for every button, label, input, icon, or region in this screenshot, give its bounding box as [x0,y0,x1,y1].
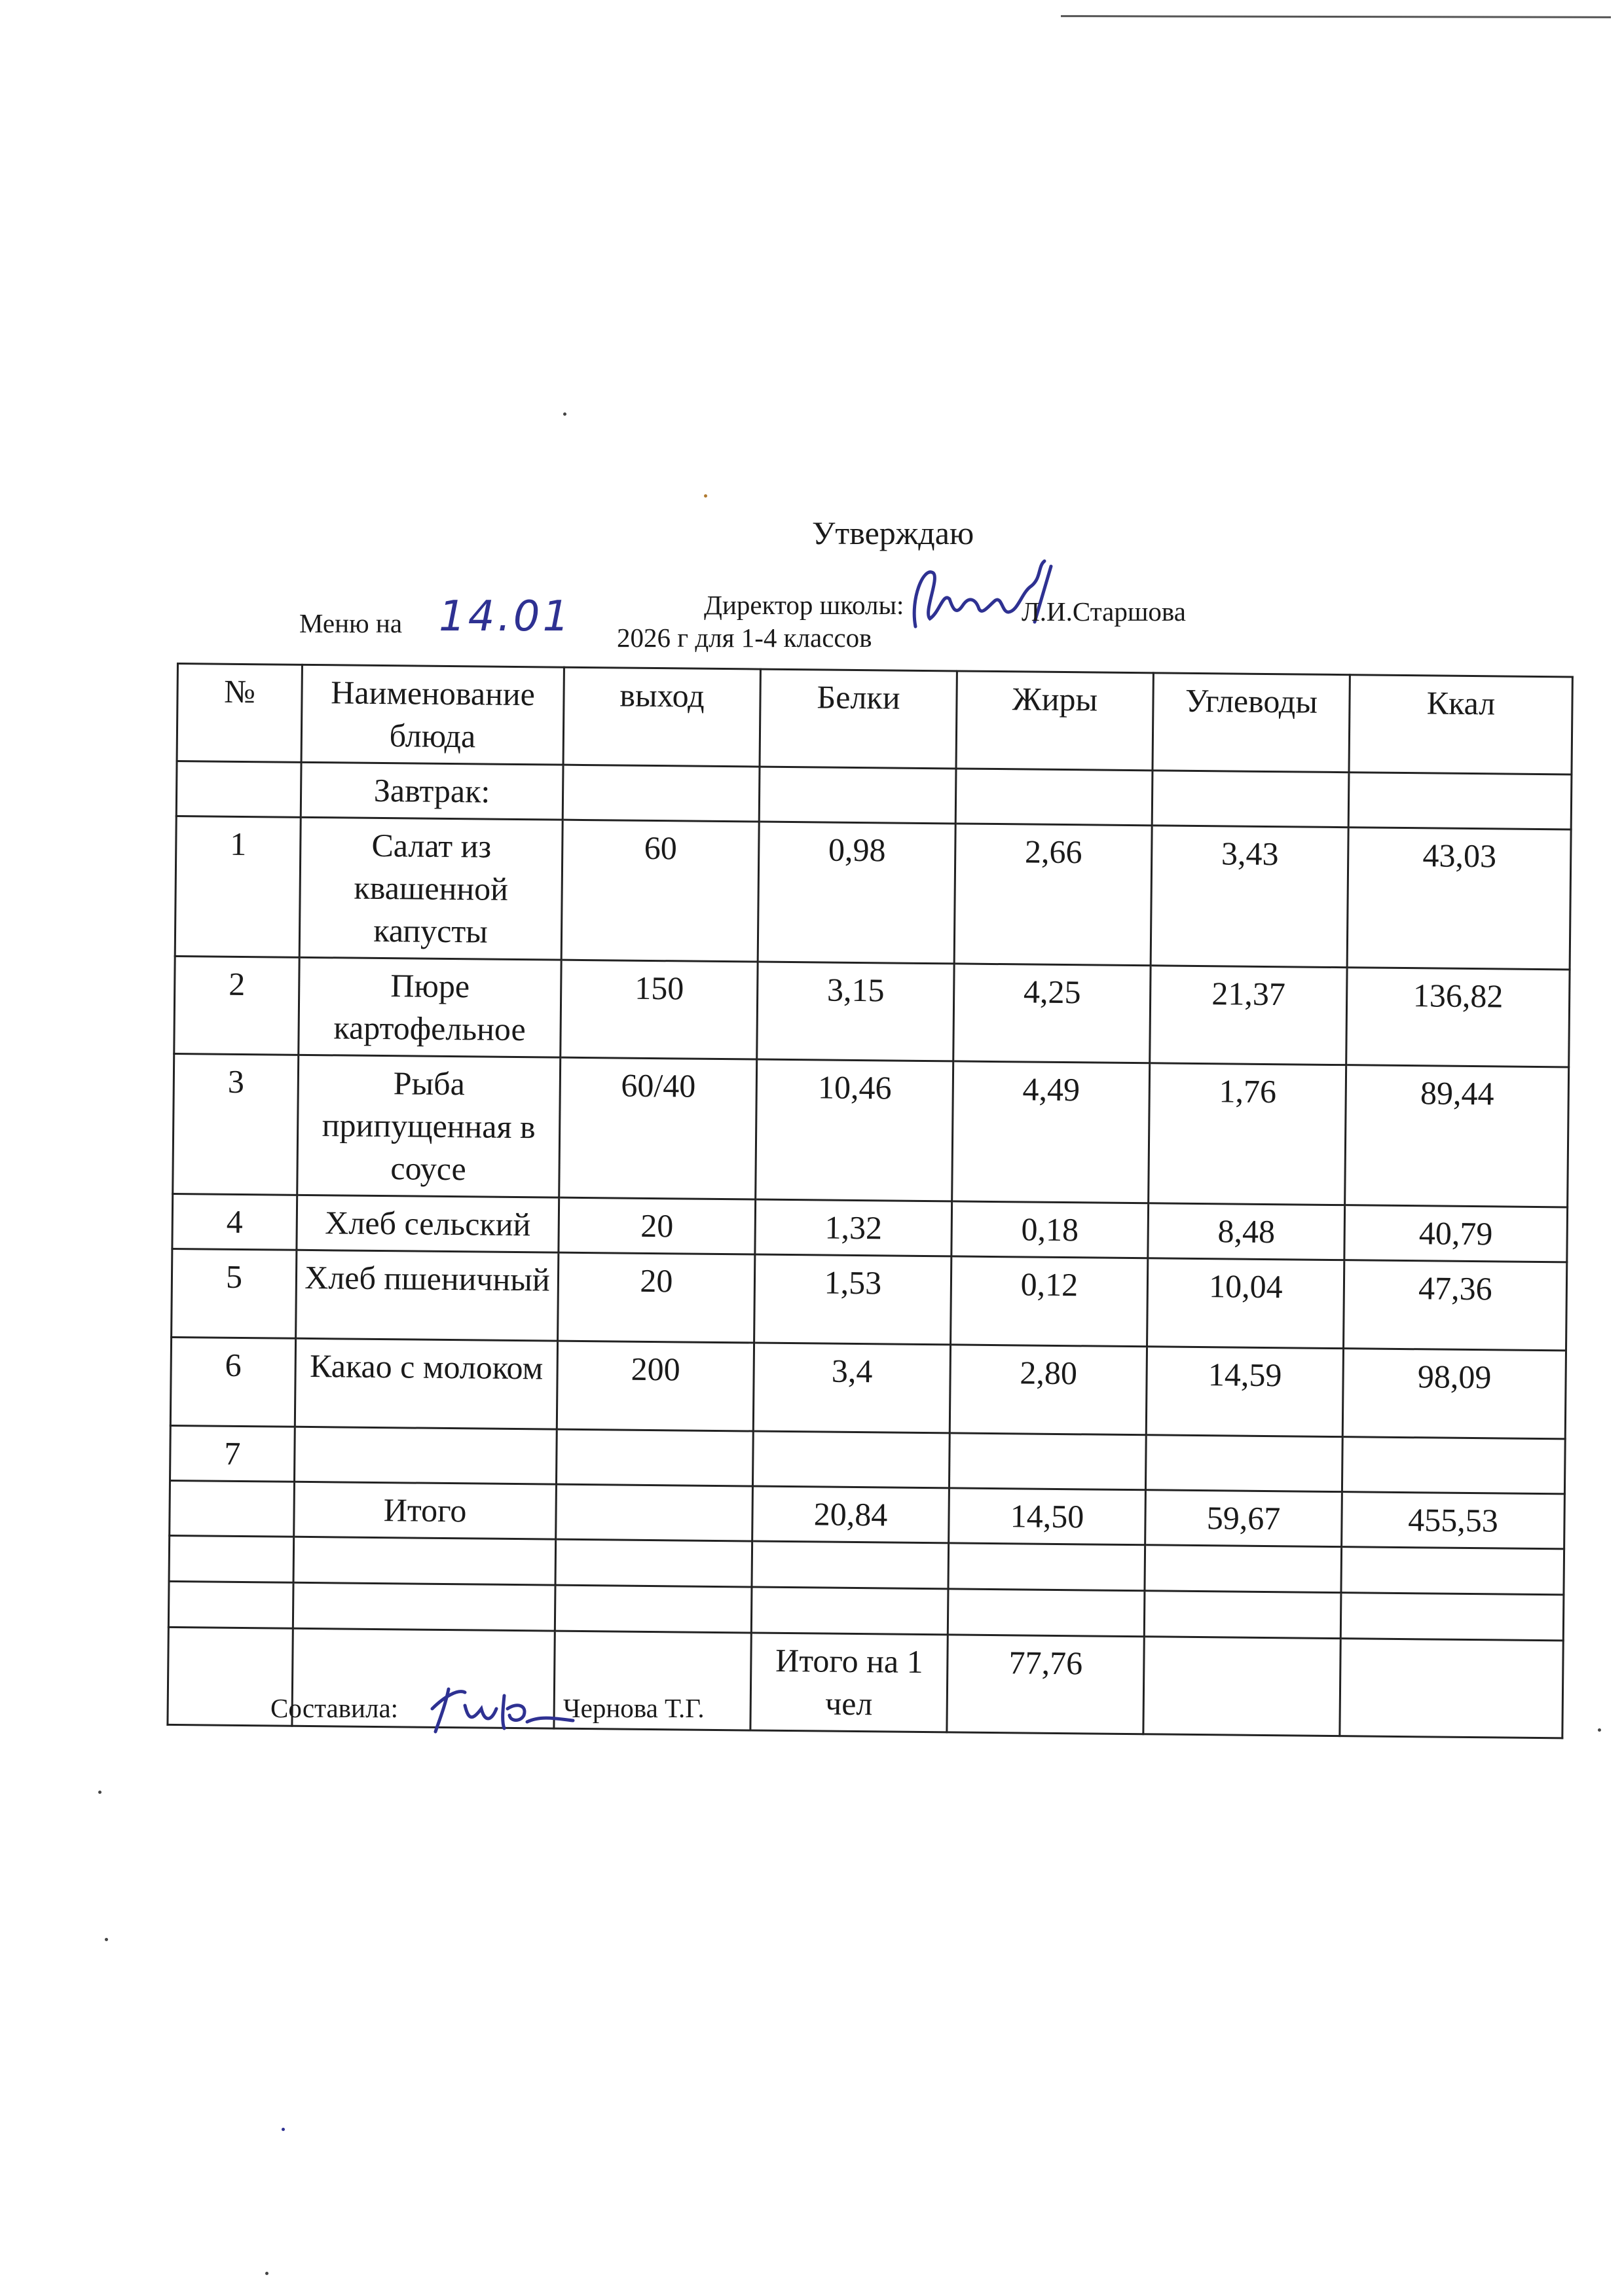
kcal-value: 47,36 [1344,1260,1567,1351]
scan-speck [98,1791,101,1794]
table-header-row [177,664,1572,774]
table-cell [169,1535,294,1582]
section-label: Завтрак: [301,762,563,820]
table-cell [1143,1637,1340,1736]
fat-value: 4,25 [953,964,1151,1063]
scan-speck [1598,1728,1601,1732]
dish-name: Какао с молоком [295,1338,557,1429]
protein-value: 3,4 [753,1343,950,1433]
composer-signature [419,1669,576,1741]
fat-value: 2,80 [950,1345,1147,1435]
dish-name [294,1427,557,1484]
portion-output: 150 [561,960,758,1059]
dish-name: Салат из квашенной капусты [299,817,563,960]
year-class-line: 2026 г для 1-4 классов [617,623,872,653]
column-header: Углеводы [1153,673,1350,773]
per-person-label: Итого на 1 чел [750,1633,948,1732]
total-kcal: 455,53 [1342,1492,1565,1549]
table-cell [555,1539,752,1587]
carbs-value: 10,04 [1147,1258,1344,1349]
row-number: 6 [170,1337,295,1427]
portion-output: 200 [557,1341,754,1431]
composer-name: Чернова Т.Г. [563,1693,705,1723]
scan-speck [704,494,707,498]
scan-border-line [1061,15,1611,18]
total-protein: 20,84 [752,1486,950,1543]
row-number: 4 [172,1194,297,1250]
scan-speck [563,412,566,416]
scan-speck [105,1938,108,1941]
table-cell [1340,1593,1564,1641]
table-row [175,816,1571,970]
row-number: 1 [175,816,301,958]
table-row [174,956,1570,1066]
row-number: 2 [174,956,299,1055]
dish-name: Хлеб сельский [297,1195,559,1252]
dish-name: Хлеб пшеничный [296,1250,559,1341]
protein-value: 0,98 [758,822,955,964]
kcal-value: 43,03 [1347,828,1571,970]
per-person-value: 77,76 [947,1635,1144,1734]
scan-speck [265,2272,268,2275]
carbs-value: 21,37 [1150,966,1347,1065]
table-cell [759,767,956,824]
table-cell [176,761,301,818]
carbs-value [1145,1435,1342,1492]
composed-by-label: Составила: [270,1693,399,1723]
portion-output: 60 [561,820,759,962]
dish-name: Рыба припущенная в соусе [297,1055,561,1197]
portion-output [556,1429,753,1486]
director-name: Л.И.Старшова [1022,596,1186,627]
table-cell [1348,773,1572,829]
kcal-value: 40,79 [1344,1205,1568,1262]
column-header: № [177,664,302,763]
total-carbs: 59,67 [1145,1490,1342,1547]
carbs-value: 1,76 [1149,1063,1346,1205]
total-label: Итого [294,1482,557,1539]
table-cell [751,1587,948,1635]
fat-value: 4,49 [952,1061,1150,1203]
table-cell [1144,1591,1341,1639]
table-row [170,1337,1566,1438]
table-cell [563,765,760,822]
column-header: Белки [760,669,957,769]
protein-value: 1,53 [754,1254,951,1345]
carbs-value: 8,48 [1148,1203,1345,1260]
table-cell [752,1541,949,1589]
fat-value: 2,66 [954,824,1152,966]
table-cell [948,1589,1145,1637]
column-header: Жиры [956,671,1153,771]
menu-date-handwritten: 14.01 [439,592,572,641]
column-header: Ккал [1349,675,1572,774]
table-cell [293,1537,556,1585]
fat-value: 0,18 [951,1201,1149,1258]
table-cell [1340,1639,1563,1738]
dish-name: Пюре картофельное [299,957,561,1057]
table-cell [170,1480,295,1537]
total-fat: 14,50 [949,1488,1146,1545]
scan-speck [282,2128,285,2131]
fat-value [949,1433,1146,1490]
column-header: выход [563,667,760,767]
kcal-value: 89,44 [1345,1065,1569,1207]
table-cell [293,1582,555,1631]
menu-label: Меню на [299,608,403,638]
carbs-value: 14,59 [1146,1347,1343,1437]
table-cell [168,1581,293,1628]
carbs-value: 3,43 [1151,826,1348,968]
approval-heading: Утверждаю [812,515,974,551]
table-cell [1152,771,1349,828]
portion-output: 60/40 [559,1057,757,1199]
menu-table [166,663,1573,1739]
protein-value: 3,15 [757,962,954,1061]
table-cell [1341,1547,1564,1595]
table-cell [556,1484,753,1541]
fat-value: 0,12 [951,1256,1148,1347]
table-cell [1145,1545,1342,1593]
portion-output: 20 [558,1252,755,1343]
row-number: 3 [173,1053,299,1195]
table-row [172,1248,1567,1350]
row-number: 5 [172,1248,297,1338]
table-cell [955,769,1153,826]
protein-value [752,1431,950,1488]
column-header: Наименование блюда [301,665,564,765]
table-cell [948,1543,1145,1591]
protein-value: 10,46 [756,1059,953,1201]
kcal-value: 98,09 [1342,1349,1566,1439]
protein-value: 1,32 [755,1199,952,1256]
director-label: Директор школы: [704,590,904,620]
kcal-value [1342,1437,1565,1494]
kcal-value: 136,82 [1346,968,1570,1067]
table-cell [555,1585,752,1633]
portion-output: 20 [559,1197,756,1254]
row-number: 7 [170,1425,295,1482]
table-row [173,1053,1569,1207]
